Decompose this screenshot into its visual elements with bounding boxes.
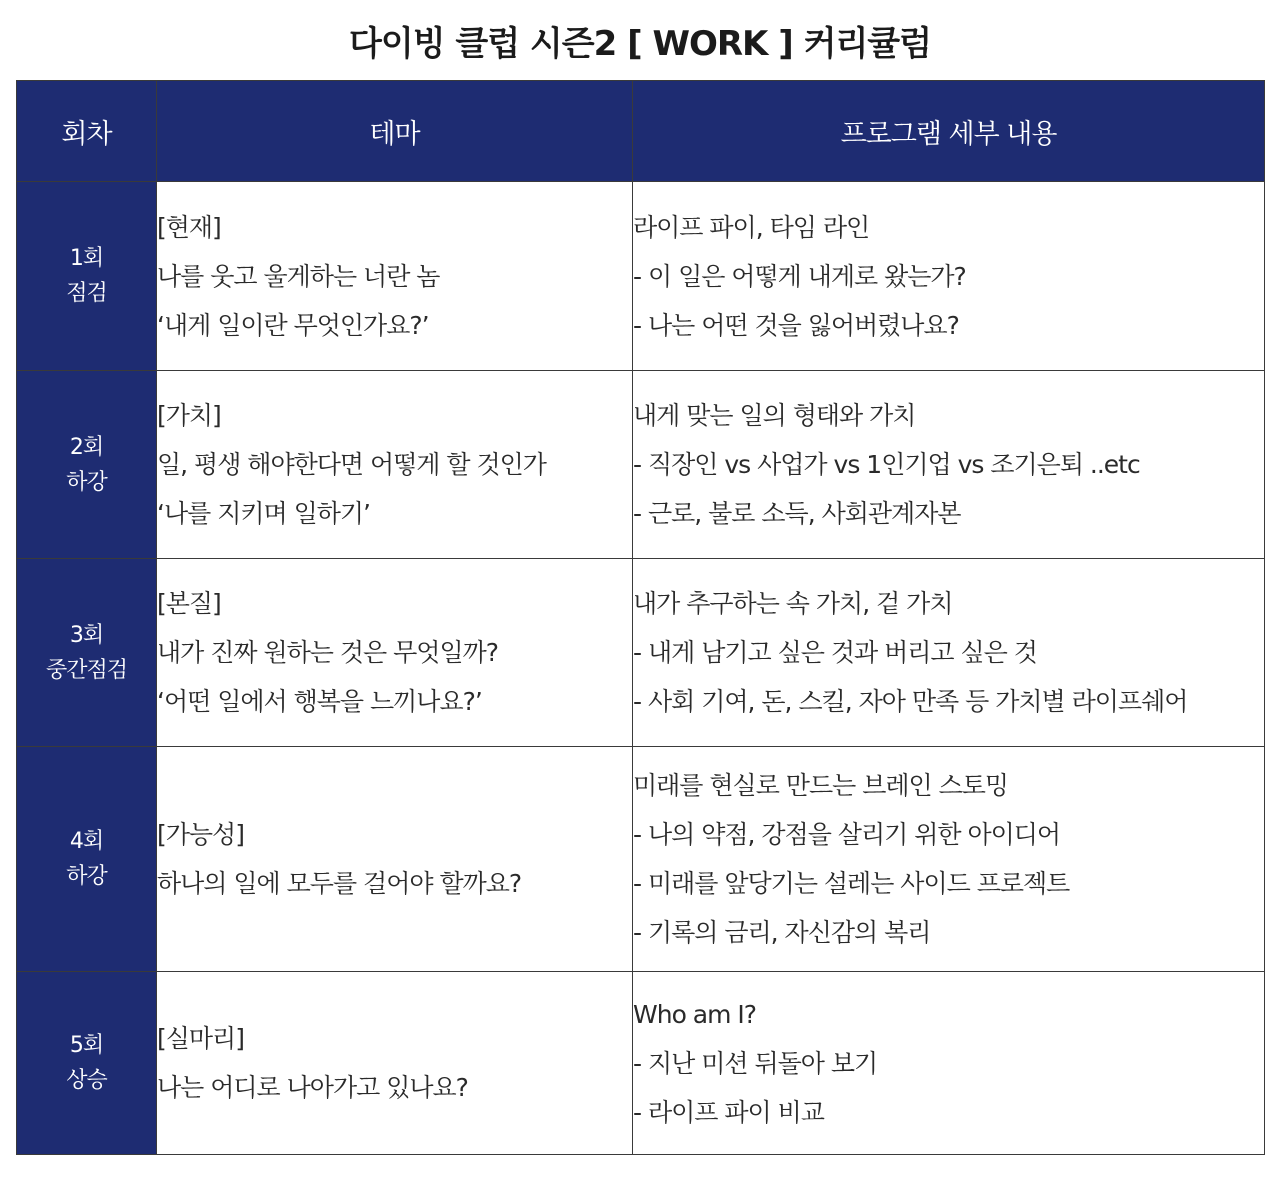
theme-line: 하나의 일에 모두를 걸어야 할까요? <box>157 869 522 898</box>
theme-line: 나는 어디로 나아가고 있나요? <box>157 1073 468 1102</box>
session-number: 3회 <box>69 622 104 648</box>
detail-line: - 나의 약점, 강점을 살리기 위한 아이디어 <box>633 820 1061 849</box>
theme-cell <box>157 182 633 371</box>
detail-line: 내가 추구하는 속 가치, 겉 가치 <box>633 589 953 618</box>
theme-line: ‘나를 지키며 일하기’ <box>157 499 370 528</box>
theme-line: ‘어떤 일에서 행복을 느끼나요?’ <box>157 687 482 716</box>
table-row <box>17 747 1265 972</box>
detail-line: - 직장인 vs 사업가 vs 1인기업 vs 조기은퇴 ..etc <box>633 450 1140 479</box>
detail-line: 내게 맞는 일의 형태와 가치 <box>633 401 916 430</box>
detail-line: 미래를 현실로 만드는 브레인 스토밍 <box>633 771 1009 800</box>
theme-keyword: [현재] <box>157 212 221 242</box>
detail-line: - 미래를 앞당기는 설레는 사이드 프로젝트 <box>633 869 1070 898</box>
detail-line: - 나는 어떤 것을 잃어버렸나요? <box>633 310 959 340</box>
theme-cell <box>157 371 633 559</box>
theme-line: 나를 웃고 울게하는 너란 놈 <box>157 261 440 291</box>
theme-line: ‘내게 일이란 무엇인가요?’ <box>157 310 429 340</box>
session-stage: 하강 <box>66 469 107 495</box>
session-stage: 점검 <box>66 281 107 306</box>
detail-cell <box>633 972 1265 1155</box>
detail-cell <box>633 371 1265 559</box>
session-cell <box>17 182 157 371</box>
detail-line: 라이프 파이, 타임 라인 <box>633 212 870 242</box>
session-stage: 중간점검 <box>45 657 127 683</box>
session-number: 2회 <box>69 434 104 460</box>
detail-line: - 내게 남기고 싶은 것과 버리고 싶은 것 <box>633 638 1037 667</box>
theme-keyword: [가능성] <box>157 820 244 849</box>
theme-keyword: [실마리] <box>157 1024 244 1053</box>
session-number: 5회 <box>69 1033 104 1058</box>
detail-cell <box>633 182 1265 371</box>
detail-cell <box>633 747 1265 972</box>
theme-cell <box>157 972 633 1155</box>
session-cell <box>17 972 157 1155</box>
session-number: 1회 <box>69 246 104 271</box>
theme-cell <box>157 747 633 972</box>
session-cell <box>17 371 157 559</box>
detail-line: - 지난 미션 뒤돌아 보기 <box>633 1048 878 1078</box>
detail-line: - 기록의 금리, 자신감의 복리 <box>633 918 931 947</box>
session-number: 4회 <box>69 829 104 854</box>
detail-line: Who am I? <box>633 999 757 1029</box>
detail-line: - 라이프 파이 비교 <box>633 1097 824 1127</box>
table-row <box>17 182 1265 371</box>
curriculum-table <box>16 80 1265 1155</box>
header-theme: 테마 <box>157 81 633 182</box>
table-row <box>17 371 1265 559</box>
theme-line: 일, 평생 해야한다면 어떻게 할 것인가 <box>157 450 546 479</box>
detail-cell <box>633 559 1265 747</box>
theme-line: 내가 진짜 원하는 것은 무엇일까? <box>157 638 499 667</box>
page-title: 다이빙 클럽 시즌2 [ WORK ] 커리큘럼 <box>349 24 931 64</box>
header-detail: 프로그램 세부 내용 <box>633 81 1265 182</box>
theme-keyword: [가치] <box>157 401 221 430</box>
table-row <box>17 972 1265 1155</box>
detail-line: - 이 일은 어떻게 내게로 왔는가? <box>633 261 966 291</box>
detail-line: - 사회 기여, 돈, 스킬, 자아 만족 등 가치별 라이프쉐어 <box>633 687 1188 716</box>
session-cell <box>17 747 157 972</box>
session-stage: 하강 <box>66 864 107 889</box>
session-stage: 상승 <box>66 1068 107 1093</box>
header-session: 회차 <box>17 81 157 182</box>
detail-line: - 근로, 불로 소득, 사회관계자본 <box>633 499 961 528</box>
theme-keyword: [본질] <box>157 589 221 618</box>
session-cell <box>17 559 157 747</box>
table-row <box>17 559 1265 747</box>
table-header-row <box>17 81 1265 182</box>
theme-cell <box>157 559 633 747</box>
